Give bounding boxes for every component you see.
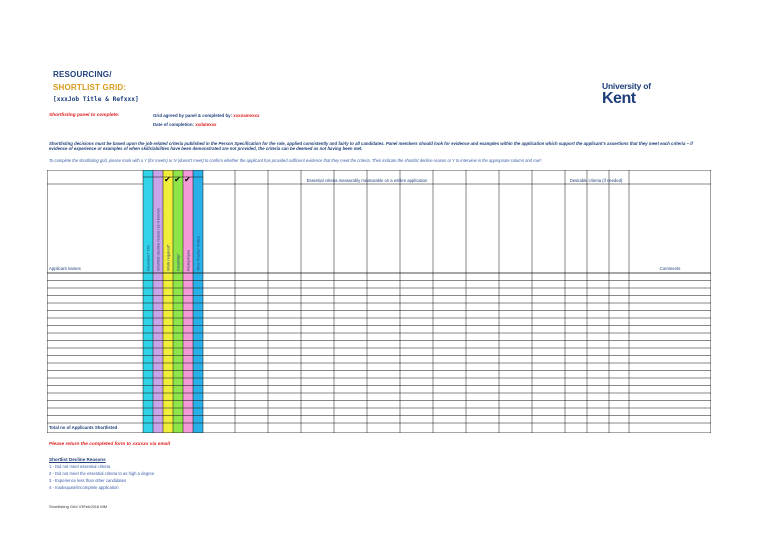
decline-reason-1: 1 - Did not meet essential criteria <box>49 464 111 469</box>
vertical-header-3: Work required* <box>165 244 171 271</box>
completion-date-label: Date of completion: <box>153 122 194 127</box>
resourcing-heading: RESOURCING/ <box>53 70 112 79</box>
vertical-header-1: Interview? Y/N <box>145 245 151 271</box>
total-shortlisted-label: Total no of Applicants Shortlisted <box>49 425 118 430</box>
document-reference: Shortlisting Grid V3Feb2016 MM <box>49 504 108 509</box>
column-fill-blue <box>193 170 203 433</box>
instructions-paragraph: Shortlisting decisions must be based upon the job-related criteria published in the Person Specification for the role, applied consistently and fairly to all candidates. Panel members should look for evidence and examples within the application which support the applicant's assertions that they meet each criteria – if evidence of experience or examples of when skills/abilities have been demonstrated are not provided, the criteria can be deemed as not having been met. <box>49 141 693 152</box>
university-logo <box>602 82 662 110</box>
shortlisting-grid <box>47 170 711 433</box>
yellow-checkmark: ✔ <box>164 175 171 184</box>
essential-criteria-header: Essential criteria measurably measurable on a written application <box>306 178 428 183</box>
instructions-how-to: To complete the shortlisting grid, please mark with a Y (for meets) or N (doesn't meet) to confirm whether the applicant has provided sufficient evidence that they meet the criteria. Then indicate the shortlist decline reason or Y to interview in the appropriate column and row*. <box>49 158 543 163</box>
logo-line-1: University of <box>602 81 651 91</box>
completion-date-row <box>153 122 216 127</box>
vertical-header-6: Time Frame/ Notice <box>195 236 201 271</box>
applicant-names-header: Applicant names <box>49 266 81 271</box>
column-fill-pink <box>183 170 193 433</box>
agreed-by-label: Grid agreed by panel & completed by: <box>153 113 233 118</box>
desirable-criteria-header: Desirable criteria (if needed) <box>569 178 623 183</box>
pink-checkmark: ✔ <box>184 175 191 184</box>
return-note: Please return the completed form to xxxxxx via email <box>49 442 171 447</box>
shortlist-grid-heading: SHORTLIST GRID: <box>53 83 127 92</box>
vertical-header-5: Redeployee <box>185 249 191 271</box>
job-title: [xxxJob Title & Refxxx] <box>53 96 139 103</box>
column-fill-yellow <box>163 170 173 433</box>
panel-label: Shortlisting panel to complete: <box>49 113 120 118</box>
vertical-header-2: Shortlist decline reason (1-4 below) <box>155 208 161 271</box>
decline-reason-4: 4 - Inadequate/incomplete application <box>49 485 119 490</box>
comments-header: Comments <box>659 266 681 271</box>
logo-line-2: Kent <box>602 90 636 107</box>
column-fill-green <box>173 170 183 433</box>
agreed-by-row <box>153 113 259 118</box>
decline-reason-2: 2 - Did not meet the essential criteria to as high a degree <box>49 471 155 476</box>
green-checkmark: ✔ <box>174 175 181 184</box>
column-fill-cyan <box>143 170 153 433</box>
agreed-by-value: xxxnamexxx <box>233 113 260 118</box>
completion-date-value: xxdatexxx <box>195 122 217 127</box>
decline-reasons-title: Shortlist Decline Reasons <box>49 457 106 462</box>
vertical-header-4: Disability* <box>175 253 181 271</box>
decline-reason-3: 3 - Experience less than other candidates <box>49 478 127 483</box>
